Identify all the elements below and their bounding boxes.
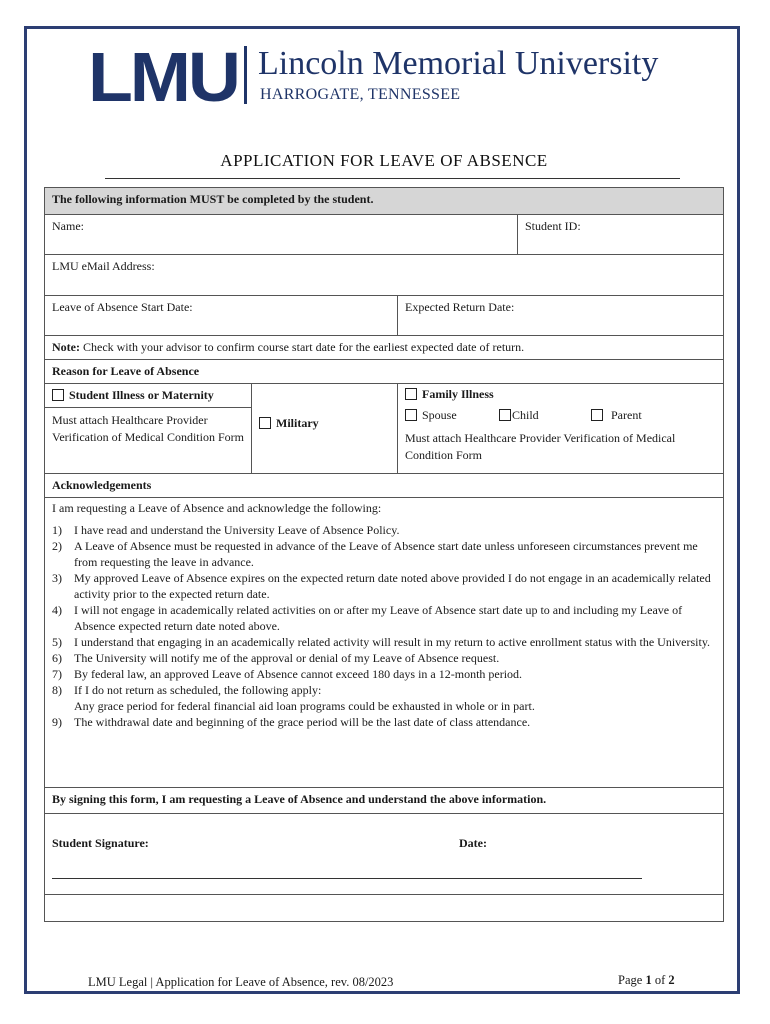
dates-row bbox=[45, 296, 723, 336]
ack-list bbox=[52, 522, 716, 730]
title-divider bbox=[105, 178, 680, 179]
student-notice-row bbox=[45, 188, 723, 215]
relation-parent-label: Parent bbox=[611, 408, 642, 422]
reason-illness-label: Student Illness or Maternity bbox=[69, 388, 214, 402]
ack-header-row bbox=[45, 474, 723, 498]
ack-item: 3) My approved Leave of Absence expires on the expected return date noted above provided I do not engage in an academically related activity prior to the expected return date. bbox=[52, 571, 711, 601]
email-label: LMU eMail Address: bbox=[52, 259, 155, 273]
ack-item: 9) The withdrawal date and beginning of the grace period will be the last date of class attendance. bbox=[52, 715, 531, 729]
reason-family-option[interactable] bbox=[405, 386, 716, 403]
student-notice: The following information MUST be completed by the student. bbox=[45, 188, 723, 214]
sign-statement-row bbox=[45, 788, 723, 814]
reason-illness-cell bbox=[45, 384, 251, 473]
signature-label: Student Signature: bbox=[52, 836, 149, 850]
note-row bbox=[45, 336, 723, 360]
relation-options bbox=[405, 407, 716, 424]
ack-item: 6) The University will notify me of the approval or denial of my Leave of Absence request. bbox=[52, 651, 500, 665]
note-text: Check with your advisor to confirm course start date for the earliest expected date of return. bbox=[79, 340, 525, 354]
note-prefix: Note: bbox=[52, 340, 80, 354]
reason-illness-note: Must attach Healthcare Provider Verification of Medical Condition Form bbox=[52, 413, 244, 444]
signature-line bbox=[52, 878, 642, 879]
university-location: HARROGATE, TENNESSEE bbox=[260, 86, 461, 103]
name-row bbox=[45, 215, 723, 255]
reason-family-label: Family Illness bbox=[422, 387, 494, 401]
university-name: Lincoln Memorial University bbox=[258, 45, 659, 82]
illness-checkbox[interactable] bbox=[52, 389, 64, 401]
ack-intro: I am requesting a Leave of Absence and acknowledge the following: bbox=[52, 501, 382, 515]
spouse-checkbox[interactable] bbox=[405, 409, 417, 421]
start-date-field[interactable] bbox=[45, 296, 397, 335]
child-checkbox[interactable] bbox=[499, 409, 511, 421]
email-field[interactable] bbox=[45, 255, 723, 295]
date-label: Date: bbox=[459, 836, 487, 850]
reason-family-note: Must attach Healthcare Provider Verification of Medical Condition Form bbox=[405, 431, 676, 462]
blank-cell bbox=[45, 895, 723, 921]
note bbox=[45, 336, 723, 359]
return-date-field[interactable] bbox=[397, 296, 723, 335]
ack-item: 5) I understand that engaging in an academically related activity will result in my return to active enrollment status with the University. bbox=[52, 635, 711, 649]
reason-header: Reason for Leave of Absence bbox=[52, 364, 200, 378]
reason-military-label: Military bbox=[276, 416, 319, 430]
sign-statement: By signing this form, I am requesting a Leave of Absence and understand the above information. bbox=[52, 792, 547, 806]
parent-checkbox[interactable] bbox=[591, 409, 603, 421]
reason-illness-option[interactable] bbox=[45, 384, 251, 408]
signature-row bbox=[45, 814, 723, 895]
relation-child-option[interactable] bbox=[499, 407, 591, 424]
start-date-label: Leave of Absence Start Date: bbox=[52, 300, 193, 314]
reason-military-option[interactable] bbox=[251, 384, 397, 473]
relation-parent-option[interactable] bbox=[591, 407, 642, 424]
name-field[interactable] bbox=[45, 215, 517, 254]
ack-item: Any grace period for federal financial aid loan programs could be exhausted in whole or in part. bbox=[74, 699, 535, 713]
relation-spouse-option[interactable] bbox=[405, 407, 499, 424]
page-title: APPLICATION FOR LEAVE OF ABSENCE bbox=[220, 151, 548, 170]
ack-item: 1) I have read and understand the University Leave of Absence Policy. bbox=[52, 523, 400, 537]
military-checkbox[interactable] bbox=[259, 417, 271, 429]
footer-revision: LMU Legal | Application for Leave of Absence, rev. 08/2023 bbox=[88, 975, 394, 989]
leave-form bbox=[44, 187, 724, 922]
student-id-label: Student ID: bbox=[525, 219, 581, 233]
ack-row bbox=[45, 498, 723, 788]
date-field[interactable] bbox=[452, 814, 723, 894]
student-id-field[interactable] bbox=[517, 215, 723, 254]
ack-body bbox=[45, 498, 723, 787]
relation-spouse-label: Spouse bbox=[422, 408, 457, 422]
name-label: Name: bbox=[52, 219, 84, 233]
ack-header: Acknowledgements bbox=[52, 478, 152, 492]
ack-item: 2) A Leave of Absence must be requested in advance of the Leave of Absence start date unless unforeseen circumstances prevent me from requesting the leave in advance. bbox=[52, 539, 698, 569]
ack-item: 8) If I do not return as scheduled, the following apply: bbox=[52, 683, 322, 697]
reason-family-cell bbox=[397, 384, 723, 473]
family-checkbox[interactable] bbox=[405, 388, 417, 400]
email-row bbox=[45, 255, 723, 296]
lmu-logo: LMU bbox=[88, 38, 238, 116]
logo-divider bbox=[244, 46, 247, 104]
signature-field[interactable] bbox=[45, 814, 452, 894]
reason-row bbox=[45, 384, 723, 474]
page-number: Page 1 of 2 bbox=[618, 973, 675, 987]
blank-row bbox=[45, 895, 723, 921]
relation-child-label: Child bbox=[512, 408, 539, 422]
reason-header-row bbox=[45, 360, 723, 384]
ack-item: 4) I will not engage in academically related activities on or after my Leave of Absence start date up to and including my Leave of Absence expected return date noted above. bbox=[52, 603, 683, 633]
ack-item: 7) By federal law, an approved Leave of Absence cannot exceed 180 days in a 12-month period. bbox=[52, 667, 523, 681]
return-date-label: Expected Return Date: bbox=[405, 300, 515, 314]
